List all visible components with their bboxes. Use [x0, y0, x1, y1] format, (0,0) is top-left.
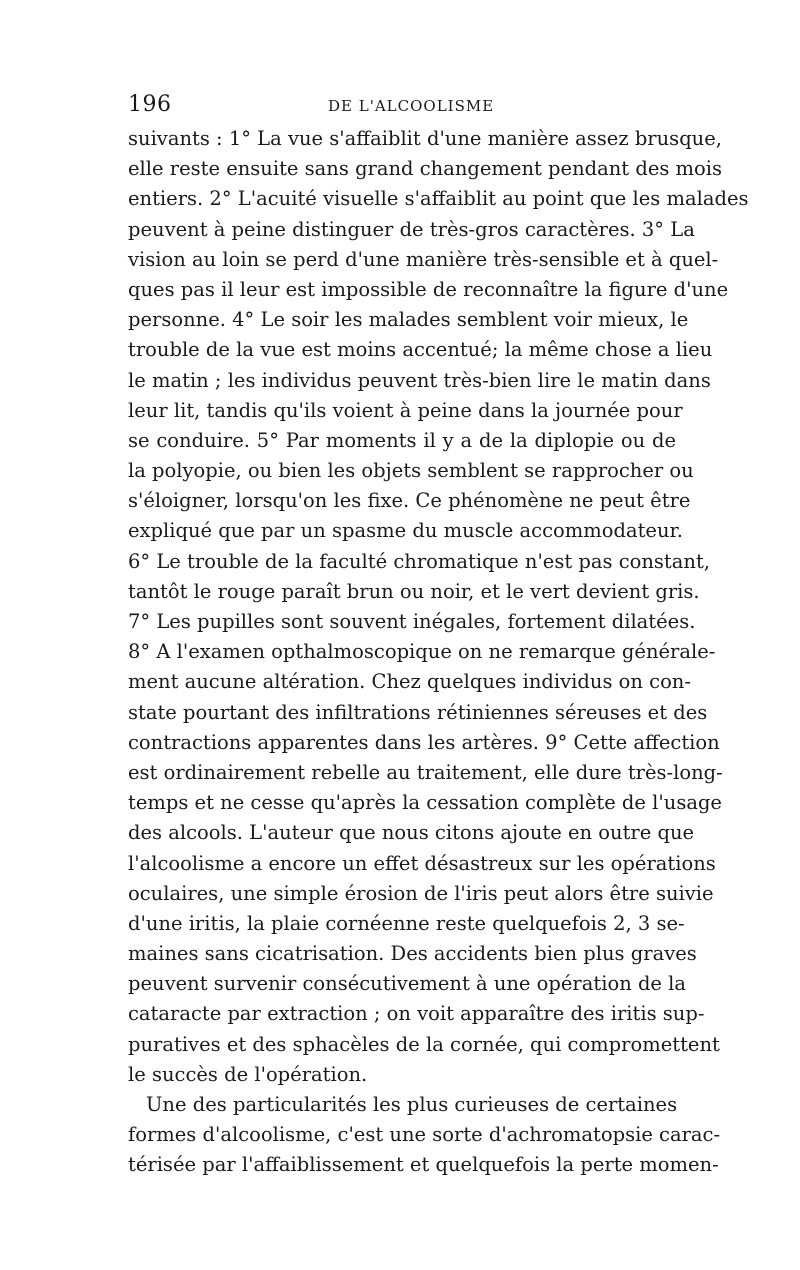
text-line: puratives et des sphacèles de la cornée, qui compromettent: [128, 1032, 720, 1056]
text-line: la polyopie, ou bien les objets semblent se rapprocher ou: [128, 459, 694, 483]
page-number: 196: [128, 92, 172, 117]
text-line: state pourtant des infiltrations rétiniennes séreuses et des: [128, 700, 708, 724]
text-line: tantôt le rouge paraît brun ou noir, et le vert devient gris.: [128, 579, 700, 603]
text-line: le matin ; les individus peuvent très-bien lire le matin dans: [128, 368, 711, 392]
text-line: formes d'alcoolisme, c'est une sorte d'achromatopsie carac-: [128, 1123, 721, 1147]
text-line: l'alcoolisme a encore un effet désastreux sur les opérations: [128, 851, 716, 875]
text-line: personne. 4° Le soir les malades semblent voir mieux, le: [128, 308, 689, 332]
text-line: temps et ne cesse qu'après la cessation complète de l'usage: [128, 791, 722, 815]
text-line: 6° Le trouble de la faculté chromatique n'est pas constant,: [128, 549, 710, 573]
text-line: elle reste ensuite sans grand changement pendant des mois: [128, 157, 723, 181]
text-line: oculaires, une simple érosion de l'iris peut alors être suivie: [128, 881, 714, 905]
page-header: [128, 92, 676, 122]
text-line: cataracte par extraction ; on voit apparaître des iritis sup-: [128, 1002, 705, 1026]
text-line: maines sans cicatrisation. Des accidents bien plus graves: [128, 942, 697, 966]
text-line: s'éloigner, lorsqu'on les fixe. Ce phénomène ne peut être: [128, 489, 691, 513]
text-line: leur lit, tandis qu'ils voient à peine dans la journée pour: [128, 398, 683, 422]
text-line: térisée par l'affaiblissement et quelquefois la perte momen-: [128, 1153, 719, 1177]
text-line: d'une iritis, la plaie cornéenne reste quelquefois 2, 3 se-: [128, 911, 685, 935]
text-line: peuvent survenir consécutivement à une opération de la: [128, 972, 687, 996]
text-line-paragraph-end: le succès de l'opération.: [128, 1062, 368, 1086]
text-line: contractions apparentes dans les artères. 9° Cette affection: [128, 730, 720, 754]
text-line: suivants : 1° La vue s'affaiblit d'une manière assez brusque,: [128, 127, 722, 150]
text-line: 7° Les pupilles sont souvent inégales, fortement dilatées.: [128, 610, 696, 633]
text-line: 8° A l'examen opthalmoscopique on ne remarque générale-: [128, 640, 716, 664]
text-line: vision au loin se perd d'une manière très-sensible et à quel-: [128, 247, 719, 271]
text-line: des alcools. L'auteur que nous citons ajoute en outre que: [128, 821, 695, 845]
text-line: peuvent à peine distinguer de très-gros caractères. 3° La: [128, 217, 695, 241]
text-line-paragraph-start: Une des particularités les plus curieuses de certaines: [146, 1093, 678, 1116]
text-line: entiers. 2° L'acuité visuelle s'affaiblit au point que les malades: [128, 187, 749, 211]
body-text: [128, 124, 749, 1181]
text-line: est ordinairement rebelle au traitement, elle dure très-long-: [128, 760, 723, 784]
running-title: DE L'ALCOOLISME: [328, 97, 495, 115]
text-line: expliqué que par un spasme du muscle accommodateur.: [128, 519, 683, 543]
text-line: ques pas il leur est impossible de reconnaître la figure d'une: [128, 277, 729, 301]
text-line: ment aucune altération. Chez quelques individus on con-: [128, 670, 691, 694]
text-line: trouble de la vue est moins accentué; la même chose a lieu: [128, 338, 713, 362]
text-line: se conduire. 5° Par moments il y a de la diplopie ou de: [128, 428, 676, 452]
